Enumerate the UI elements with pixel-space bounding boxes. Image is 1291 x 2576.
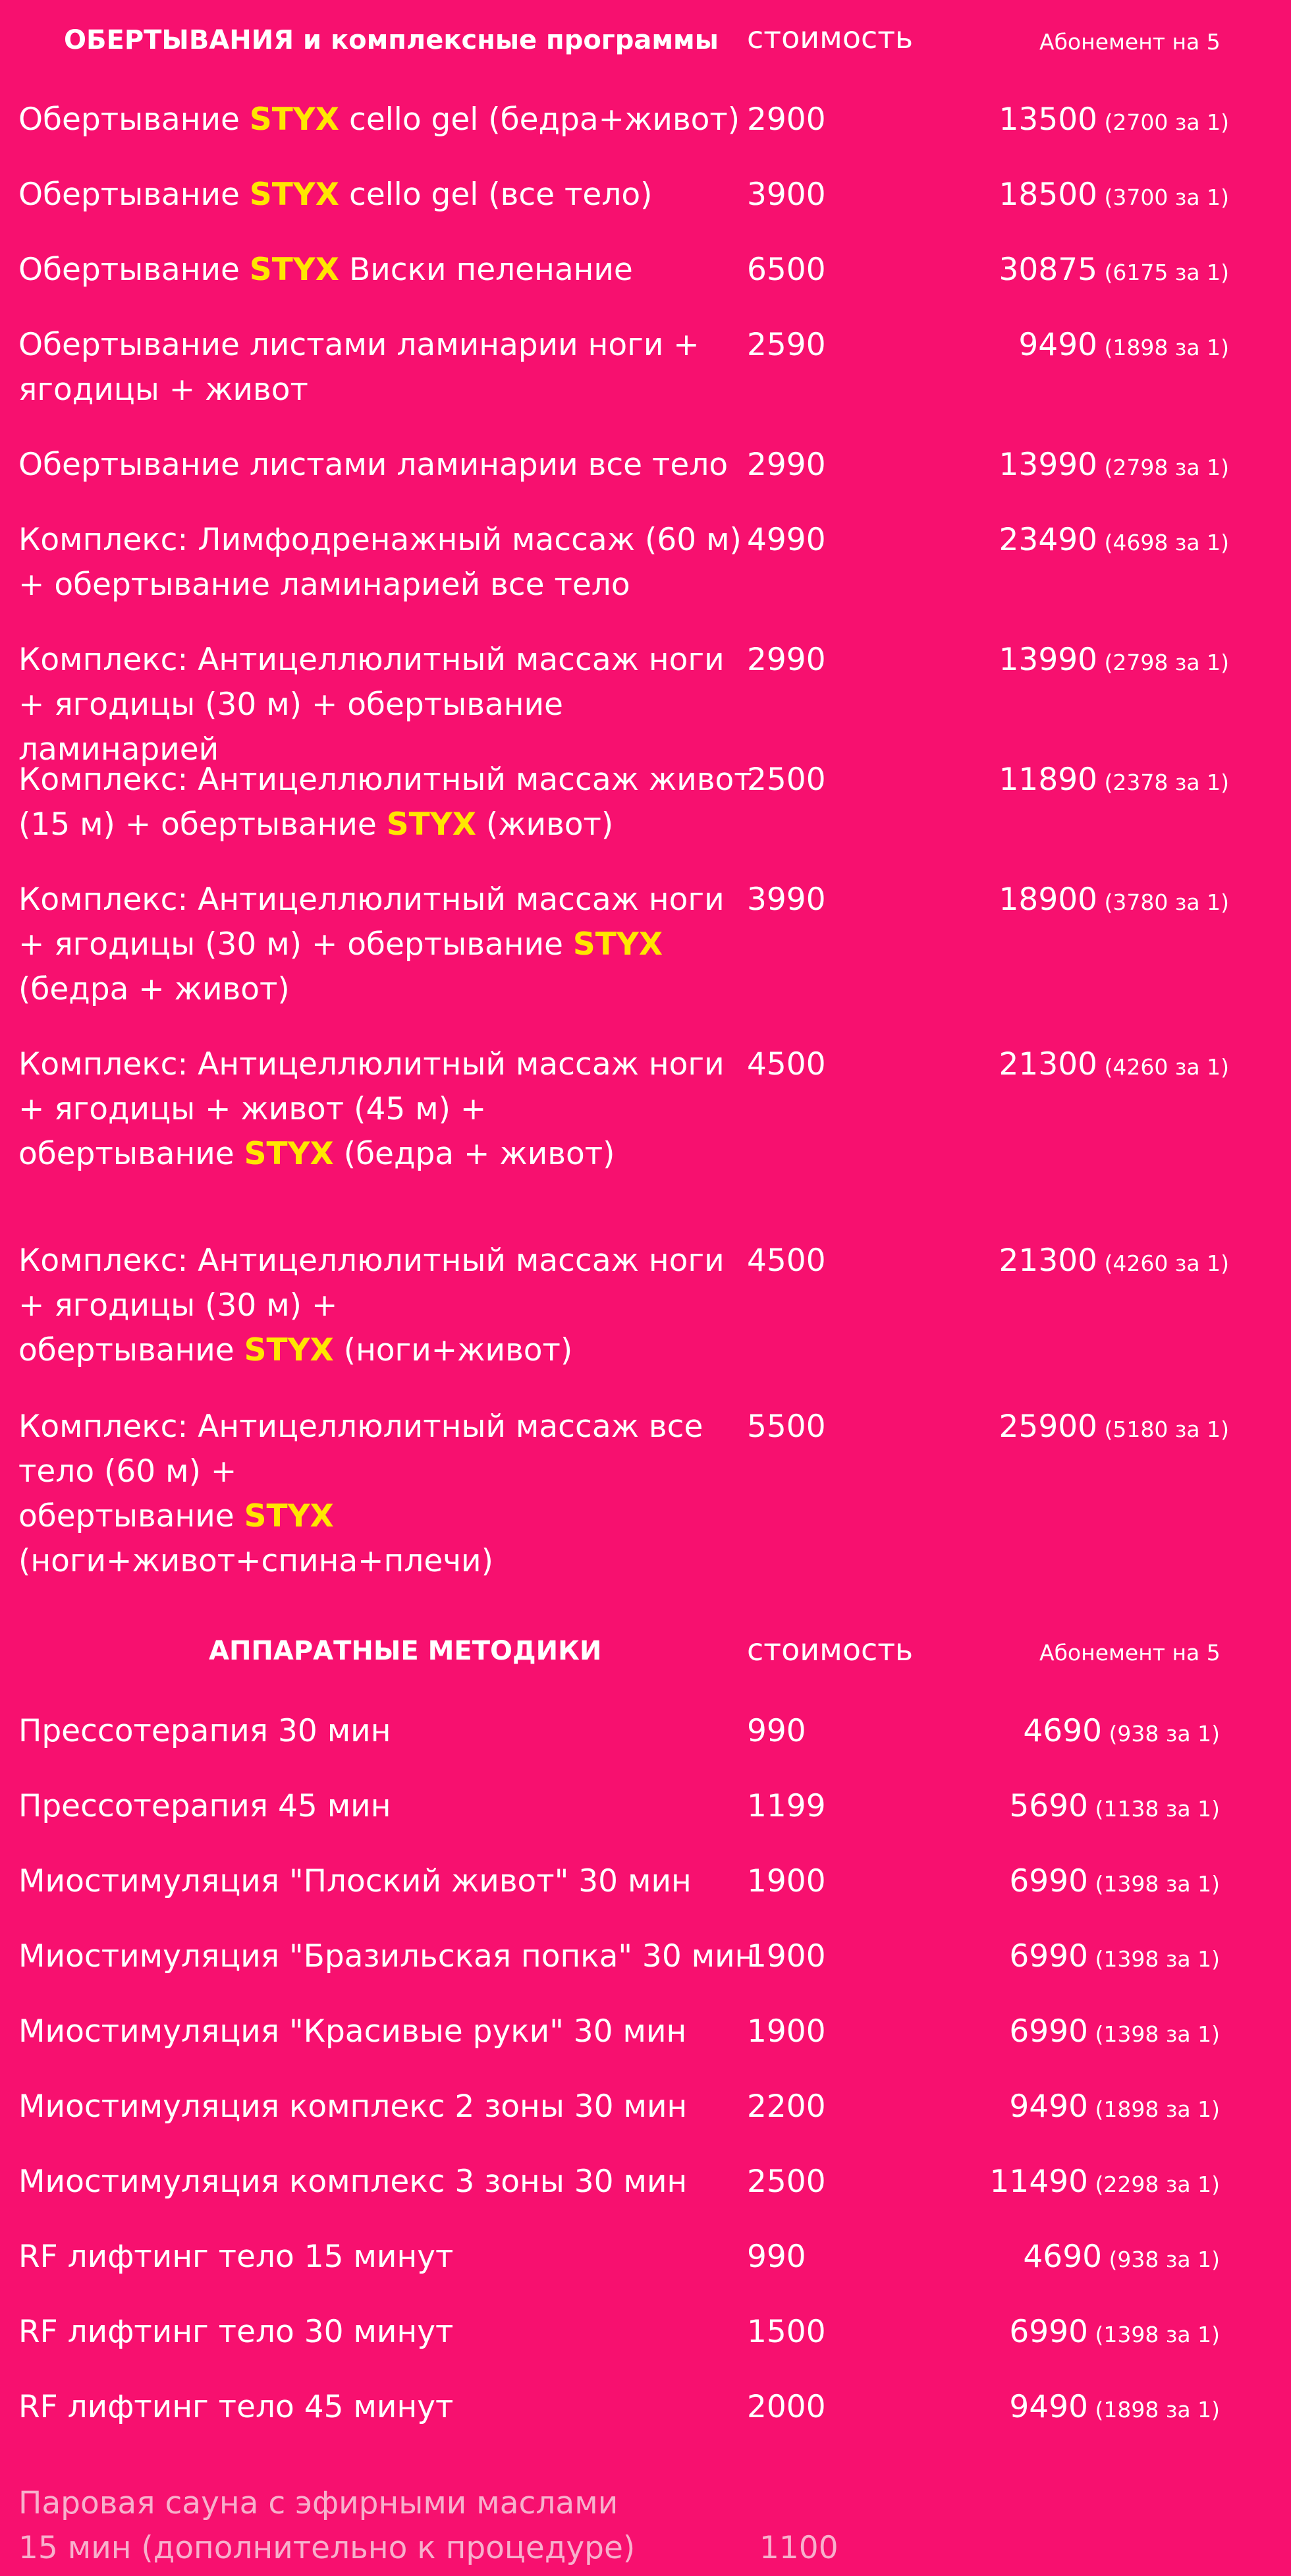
subscription-price [990,2160,1220,2207]
subscription-total: 4690 [1023,1713,1103,1749]
subscription-per-session: (4260 за 1) [1097,1054,1229,1080]
service-price: 4500 [747,1046,826,1082]
subscription-price [1009,1859,1220,1907]
subscription-total: 21300 [999,1046,1098,1082]
service-name [18,638,756,772]
service-name-text: Обертывание листами ламинарии все тело [18,447,728,483]
subscription-price [999,248,1229,295]
subscription-total: 13990 [999,447,1098,483]
service-name-text: RF лифтинг тело 15 минут [18,2239,454,2275]
subscription-per-session: (2798 за 1) [1097,455,1229,480]
hardware-subscription-header: Абонемент на 5 [1039,1640,1221,1666]
service-name-text: (ноги+живот) [333,1332,573,1368]
brand-styx: STYX [244,1332,334,1368]
service-name-text: Прессотерапия 45 мин [18,1788,391,1824]
service-price: 2990 [747,447,826,483]
service-name [18,1239,756,1373]
service-name [18,1859,756,1904]
service-name-text: Комплекс: Антицеллюлитный массаж ноги + ягодицы (30 м) + обертывание ламинарией [18,642,725,768]
service-name-text: Миостимуляция комплекс 3 зоны 30 мин [18,2164,688,2200]
service-price: 3900 [747,177,826,213]
subscription-total: 9490 [1018,327,1098,363]
subscription-per-session: (1398 за 1) [1088,2322,1220,2347]
sauna-note: Паровая сауна с эфирными маслами 15 мин (дополнительно к процедуре) [18,2485,636,2566]
subscription-per-session: (2700 за 1) [1097,109,1229,135]
subscription-per-session: (1898 за 1) [1088,2397,1220,2422]
subscription-per-session: (938 за 1) [1102,2247,1220,2272]
subscription-total: 13990 [999,642,1098,678]
service-name [18,443,756,488]
service-price: 990 [747,1713,806,1749]
subscription-total: 18500 [999,177,1098,213]
service-price: 5500 [747,1409,826,1445]
service-name-text: Комплекс: Лимфодренажный массаж (60 м) + обертывание ламинарией все тело [18,522,742,603]
subscription-per-session: (938 за 1) [1102,1721,1220,1747]
service-name-text: RF лифтинг тело 30 минут [18,2314,454,2350]
subscription-price [1009,2385,1220,2432]
service-name-text: RF лифтинг тело 45 минут [18,2389,454,2425]
subscription-per-session: (3780 за 1) [1097,889,1229,915]
subscription-per-session: (4260 за 1) [1097,1250,1229,1276]
subscription-total: 11890 [999,762,1098,798]
service-name [18,2385,756,2430]
subscription-price [1009,2009,1220,2057]
subscription-total: 13500 [999,101,1098,138]
service-name [18,2235,756,2280]
sauna-price: 1100 [759,2530,838,2566]
subscription-price [1023,2235,1220,2282]
service-price: 2900 [747,101,826,138]
subscription-price [1009,1934,1220,1982]
brand-styx: STYX [386,806,476,843]
service-name [18,2160,756,2204]
service-name [18,758,756,847]
service-name [18,2310,756,2355]
subscription-total: 25900 [999,1409,1098,1445]
service-price: 1900 [747,2013,826,2050]
subscription-per-session: (3700 за 1) [1097,184,1229,210]
service-price: 2500 [747,762,826,798]
subscription-price [1009,2085,1220,2132]
service-name-text: Обертывание листами ламинарии ноги + ягодицы + живот [18,327,700,408]
subscription-total: 6990 [1009,1938,1089,1974]
subscription-total: 9490 [1009,2088,1089,2125]
service-name-text: cello gel (все тело) [339,177,653,213]
service-name-text: Миостимуляция "Бразильская попка" 30 мин [18,1938,755,1974]
service-name [18,1405,756,1584]
subscription-total: 6990 [1009,2013,1089,2050]
service-name-text: (живот) [476,806,614,843]
service-price: 4500 [747,1243,826,1279]
service-price: 1500 [747,2314,826,2350]
subscription-total: 5690 [1009,1788,1089,1824]
service-name-text: Комплекс: Антицеллюлитный массаж ноги + ягодицы + живот (45 м) + обертывание [18,1046,725,1172]
service-price: 3990 [747,882,826,918]
service-name [18,2009,756,2054]
service-name [18,323,756,412]
subscription-per-session: (1898 за 1) [1097,335,1229,360]
subscription-price [999,518,1229,565]
subscription-total: 6990 [1009,2314,1089,2350]
service-name-text: Обертывание [18,252,250,288]
service-name-text: Обертывание [18,101,250,138]
subscription-price [999,98,1229,145]
service-name-text: Комплекс: Антицеллюлитный массаж все тело (60 м) + обертывание [18,1409,703,1534]
service-name [18,1042,756,1177]
service-name-text: Обертывание [18,177,250,213]
brand-styx: STYX [572,926,663,963]
subscription-per-session: (6175 за 1) [1097,260,1229,285]
service-name-text: Комплекс: Антицеллюлитный массаж ноги + ягодицы (30 м) + обертывание [18,882,725,963]
subscription-total: 21300 [999,1243,1098,1279]
service-price: 2590 [747,327,826,363]
brand-styx: STYX [249,177,340,213]
brand-styx: STYX [249,252,340,288]
subscription-total: 9490 [1009,2389,1089,2425]
service-price: 4990 [747,522,826,558]
wraps-section-title: ОБЕРТЫВАНИЯ и комплексные программы [64,25,719,55]
service-name [18,173,756,217]
service-name [18,1934,756,1979]
brand-styx: STYX [249,101,340,138]
service-price: 1900 [747,1863,826,1899]
brand-styx: STYX [244,1498,334,1534]
wraps-subscription-header: Абонемент на 5 [1039,29,1221,55]
service-name-text: Виски пеленание [339,252,633,288]
service-price: 1199 [747,1788,826,1824]
subscription-total: 6990 [1009,1863,1089,1899]
service-name-text: Прессотерапия 30 мин [18,1713,391,1749]
subscription-per-session: (4698 за 1) [1097,530,1229,555]
subscription-price [999,173,1229,220]
service-name [18,98,756,142]
hardware-section-title: АППАРАТНЫЕ МЕТОДИКИ [209,1636,602,1666]
subscription-total: 30875 [999,252,1098,288]
subscription-price [1023,1709,1220,1756]
subscription-per-session: (5180 за 1) [1097,1416,1229,1442]
service-name [18,518,756,607]
subscription-price [999,638,1229,685]
subscription-price [999,443,1229,490]
subscription-per-session: (1398 за 1) [1088,1871,1220,1897]
subscription-total: 11490 [989,2164,1089,2200]
service-name [18,2085,756,2129]
subscription-per-session: (2378 за 1) [1097,770,1229,795]
service-price: 1900 [747,1938,826,1974]
subscription-per-session: (2798 за 1) [1097,650,1229,675]
service-name-text: cello gel (бедра+живот) [339,101,740,138]
subscription-per-session: (2298 за 1) [1088,2171,1220,2197]
service-name [18,248,756,293]
service-price: 990 [747,2239,806,2275]
subscription-price [999,1042,1229,1090]
wraps-cost-header: стоимость [747,20,914,55]
service-price: 2000 [747,2389,826,2425]
subscription-price [999,1239,1229,1286]
service-name [18,878,756,1012]
subscription-per-session: (1398 за 1) [1088,1946,1220,1972]
subscription-per-session: (1898 за 1) [1088,2096,1220,2122]
service-name-text: Миостимуляция "Плоский живот" 30 мин [18,1863,692,1899]
subscription-price [1009,2310,1220,2357]
service-name-text: Миостимуляция комплекс 2 зоны 30 мин [18,2088,688,2125]
service-name-text: (бедра + живот) [18,971,290,1007]
subscription-price [1018,323,1229,370]
subscription-per-session: (1138 за 1) [1088,1796,1220,1822]
subscription-total: 18900 [999,882,1098,918]
subscription-per-session: (1398 за 1) [1088,2021,1220,2047]
hardware-cost-header: стоимость [747,1632,914,1667]
service-price: 6500 [747,252,826,288]
service-price: 2990 [747,642,826,678]
service-name [18,1709,756,1754]
service-price: 2500 [747,2164,826,2200]
subscription-price [999,1405,1229,1452]
service-name [18,1784,756,1829]
brand-styx: STYX [244,1136,334,1172]
subscription-total: 4690 [1023,2239,1103,2275]
subscription-price [1009,1784,1220,1832]
service-price: 2200 [747,2088,826,2125]
service-name-text: Комплекс: Антицеллюлитный массаж живот (15 м) + обертывание [18,762,752,843]
service-name-text: Миостимуляция "Красивые руки" 30 мин [18,2013,687,2050]
subscription-price [999,758,1229,805]
subscription-total: 23490 [999,522,1098,558]
subscription-price [999,878,1229,925]
service-name-text: Комплекс: Антицеллюлитный массаж ноги + ягодицы (30 м) + обертывание [18,1243,725,1368]
service-name-text: (бедра + живот) [333,1136,615,1172]
service-name-text: (ноги+живот+спина+плечи) [18,1543,493,1579]
